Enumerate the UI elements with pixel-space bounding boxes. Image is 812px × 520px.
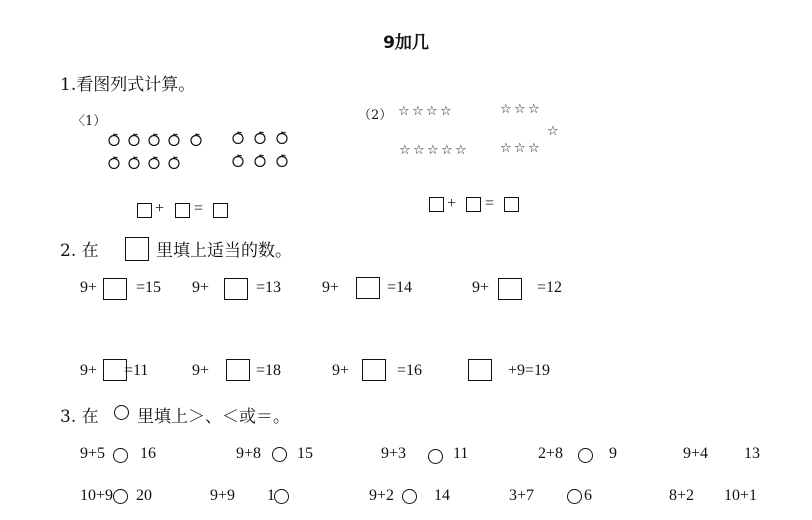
answer-box[interactable]	[362, 359, 386, 381]
expr: =15	[136, 279, 162, 296]
star-outline-icon: ☆	[412, 104, 424, 119]
star-outline-icon: ☆	[514, 141, 526, 156]
expr: +9=19	[508, 362, 551, 379]
expr: 14	[434, 487, 450, 504]
compare-circle[interactable]	[274, 489, 289, 504]
compare-circle[interactable]	[272, 447, 287, 462]
expr: 9+2	[369, 487, 395, 504]
page-title: 9加几	[383, 33, 429, 53]
star-outline-icon: ☆	[455, 143, 467, 158]
apple-icon	[148, 131, 160, 144]
expr: 9+4	[683, 445, 709, 462]
answer-box[interactable]	[226, 359, 250, 381]
answer-box[interactable]	[224, 278, 248, 300]
answer-box[interactable]	[429, 197, 444, 212]
apple-icon	[190, 131, 202, 144]
equals-sign: =	[194, 200, 204, 217]
answer-box[interactable]	[175, 203, 190, 218]
compare-circle[interactable]	[567, 489, 582, 504]
star-outline-icon: ☆	[441, 143, 453, 158]
compare-circle[interactable]	[113, 489, 128, 504]
expr: 9	[609, 445, 617, 462]
sample-circle-icon	[114, 405, 129, 420]
star-outline-icon: ☆	[500, 141, 512, 156]
plus-sign: +	[155, 200, 165, 217]
compare-circle[interactable]	[113, 448, 128, 463]
apple-icon	[168, 154, 180, 167]
expr: 8+2	[669, 487, 695, 504]
expr: 9+	[80, 362, 98, 379]
expr: 9+3	[381, 445, 407, 462]
apple-icon	[232, 129, 244, 142]
compare-circle[interactable]	[578, 448, 593, 463]
star-outline-icon: ☆	[426, 104, 438, 119]
part-1-label: 〈1）	[72, 114, 107, 129]
question-2-heading-prefix: 2. 在	[60, 241, 99, 261]
answer-box[interactable]	[466, 197, 481, 212]
expr: 6	[584, 487, 592, 504]
question-3-heading-prefix: 3. 在	[60, 407, 99, 427]
answer-box[interactable]	[504, 197, 519, 212]
star-outline-icon: ☆	[440, 104, 452, 119]
part-2-label: （2）	[358, 108, 393, 123]
apple-icon	[108, 131, 120, 144]
compare-circle[interactable]	[402, 489, 417, 504]
expr: 10+1	[724, 487, 758, 504]
apple-icon	[128, 131, 140, 144]
expr: 10+9	[80, 487, 114, 504]
plus-sign: +	[447, 195, 457, 212]
apple-icon	[232, 152, 244, 165]
star-outline-icon: ☆	[398, 104, 410, 119]
expr: 11	[453, 445, 469, 462]
question-1-heading: 1.看图列式计算。	[60, 75, 196, 95]
apple-icon	[168, 131, 180, 144]
answer-box[interactable]	[103, 278, 127, 300]
expr: 9+	[80, 279, 98, 296]
apple-icon	[148, 154, 160, 167]
expr: 9+8	[236, 445, 262, 462]
expr: 9+	[192, 362, 210, 379]
answer-box[interactable]	[498, 278, 522, 300]
equals-sign: =	[485, 195, 495, 212]
star-outline-icon: ☆	[528, 141, 540, 156]
apple-icon	[128, 154, 140, 167]
apple-icon	[276, 152, 288, 165]
answer-box[interactable]	[468, 359, 492, 381]
expr: 9+9	[210, 487, 236, 504]
expr: 9+	[472, 279, 490, 296]
star-outline-icon: ☆	[413, 143, 425, 158]
star-outline-icon: ☆	[427, 143, 439, 158]
expr: =18	[256, 362, 282, 379]
expr: =11	[124, 362, 149, 379]
apple-icon	[108, 154, 120, 167]
expr: 9+	[332, 362, 350, 379]
expr: =12	[537, 279, 563, 296]
star-outline-icon: ☆	[399, 143, 411, 158]
star-outline-icon: ☆	[514, 102, 526, 117]
expr: =16	[397, 362, 423, 379]
expr: 9+	[192, 279, 210, 296]
expr: 15	[297, 445, 313, 462]
answer-box[interactable]	[213, 203, 228, 218]
question-2-heading-suffix: 里填上适当的数。	[156, 241, 292, 261]
apple-icon	[254, 152, 266, 165]
expr: 16	[140, 445, 156, 462]
apple-icon	[276, 129, 288, 142]
answer-box[interactable]	[356, 277, 380, 299]
expr: 3+7	[509, 487, 535, 504]
expr: =13	[256, 279, 282, 296]
apple-icon	[254, 129, 266, 142]
answer-box[interactable]	[137, 203, 152, 218]
expr: 20	[136, 487, 152, 504]
star-outline-icon: ☆	[528, 102, 540, 117]
expr: =14	[387, 279, 413, 296]
compare-circle[interactable]	[428, 449, 443, 464]
expr: 9+5	[80, 445, 106, 462]
question-3-heading-suffix: 里填上＞、＜或＝。	[137, 407, 290, 427]
expr: 2+8	[538, 445, 564, 462]
expr: 9+	[322, 279, 340, 296]
sample-box	[125, 237, 149, 261]
expr: 13	[744, 445, 760, 462]
expr: 1	[267, 487, 275, 504]
star-outline-icon: ☆	[500, 102, 512, 117]
star-outline-icon: ☆	[547, 124, 559, 139]
